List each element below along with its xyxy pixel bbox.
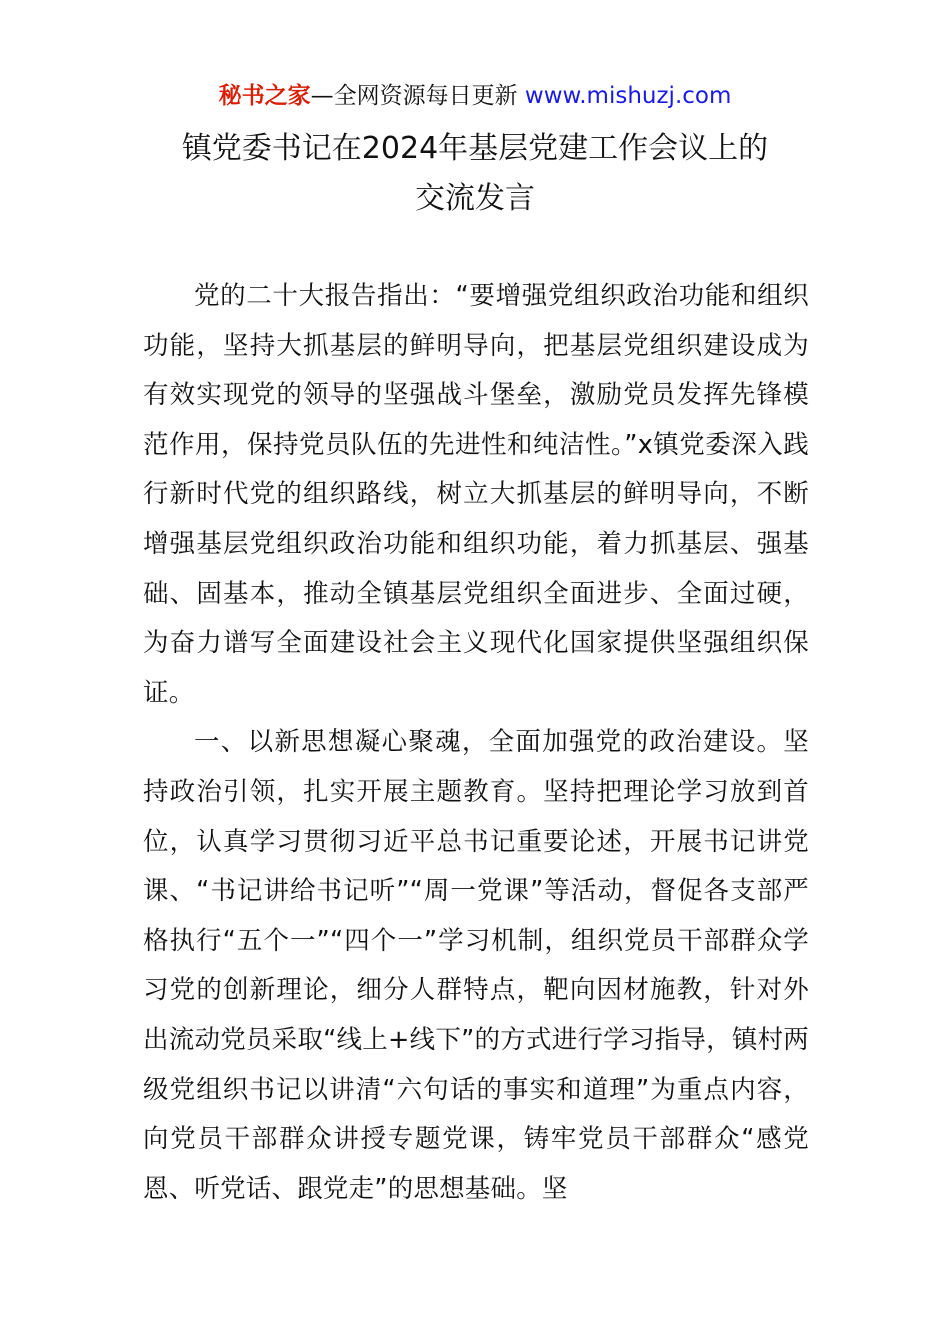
document-body	[143, 272, 809, 1214]
site-tagline: —全网资源每日更新	[310, 83, 525, 109]
document-title	[120, 124, 830, 224]
body-paragraph-section-1: 一、以新思想凝心聚魂，全面加强党的政治建设。坚持政治引领，扎实开展主题教育。坚持把理论学习放到首位，认真学习贯彻习近平总书记重要论述，开展书记讲党课、“书记讲给书记听”“周一党课”等活动，督促各支部严格执行“五个一”“四个一”学习机制，组织党员干部群众学习党的创新理论，细分人群特点，靶向因材施教，针对外出流动党员采取“线上+线下”的方式进行学习指导，镇村两级党组织书记以讲清“六句话的事实和道理”为重点内容，向党员干部群众讲授专题党课，铸牢党员干部群众“感党恩、听党话、跟党走”的思想基础。坚	[143, 727, 809, 1204]
site-url-link[interactable]: www.mishuzj.com	[524, 83, 732, 109]
site-header	[0, 80, 950, 112]
body-paragraph-intro: 党的二十大报告指出：“要增强党组织政治功能和组织功能，坚持大抓基层的鲜明导向，把基层党组织建设成为有效实现党的领导的坚强战斗堡垒，激励党员发挥先锋模范作用，保持党员队伍的先进性和纯洁性。”x镇党委深入践行新时代党的组织路线，树立大抓基层的鲜明导向，不断增强基层党组织政治功能和组织功能，着力抓基层、强基础、固基本，推动全镇基层党组织全面进步、全面过硬，为奋力谱写全面建设社会主义现代化国家提供坚强组织保证。	[143, 281, 809, 708]
document-title-line-1: 镇党委书记在2024年基层党建工作会议上的	[181, 131, 769, 166]
site-brand: 秘书之家	[218, 83, 311, 109]
document-title-line-2: 交流发言	[415, 181, 535, 216]
